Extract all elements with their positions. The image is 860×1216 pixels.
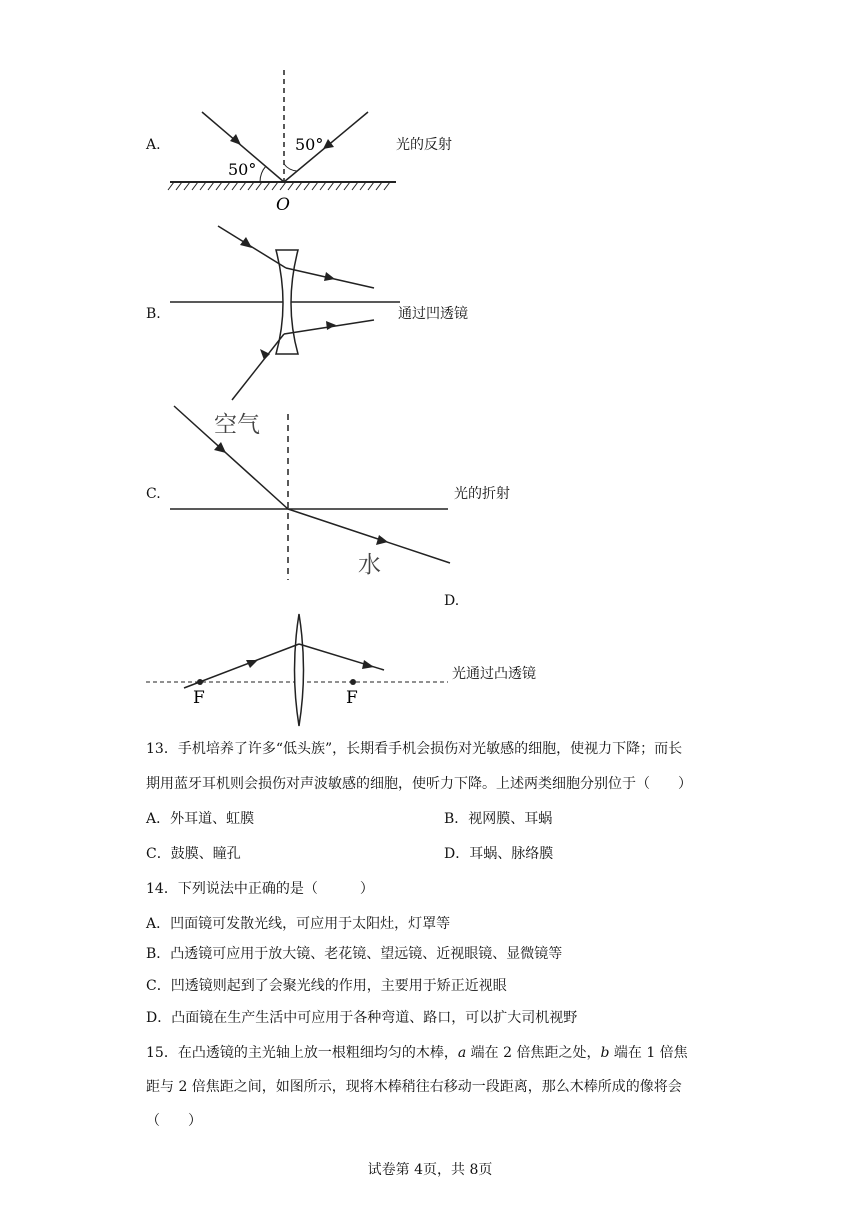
reflection-diagram	[160, 60, 400, 220]
angle-arc-left	[260, 166, 266, 182]
q15-var-b: b	[600, 1045, 610, 1061]
focus-label-right: F	[346, 688, 358, 708]
mirror-hatching	[168, 182, 390, 190]
focus-label-left: F	[193, 688, 205, 708]
q14-stem: 14．下列说法中正确的是（ ）	[146, 881, 374, 897]
incident-arrow	[230, 134, 241, 145]
upper-incident-ray	[218, 226, 286, 268]
option-b-letter: B.	[146, 306, 161, 322]
reflected-arrow	[323, 139, 334, 149]
lower-refracted-arrow	[326, 321, 336, 330]
focus-point-right	[350, 679, 356, 685]
option-c-letter: C.	[146, 486, 161, 502]
refraction-diagram	[160, 400, 460, 584]
convex-lens-diagram	[140, 610, 450, 732]
q15-var-a: a	[457, 1045, 467, 1061]
option-c-caption: 光的折射	[454, 486, 510, 502]
q14-option-d[interactable]: D．凸面镜在生产生活中可应用于各种弯道、路口，可以扩大司机视野	[146, 1010, 578, 1026]
option-a-caption: 光的反射	[396, 137, 452, 153]
q14-option-a[interactable]: A．凹面镜可发散光线，可应用于太阳灶，灯罩等	[146, 916, 451, 932]
q15-stem-line1: 15．在凸透镜的主光轴上放一根粗细均匀的木棒，a 端在 2 倍焦距之处，b 端在 1 倍焦	[146, 1045, 688, 1061]
refracted-arrow	[376, 535, 388, 545]
angle-label-left: 50°	[228, 160, 257, 179]
q15-stem-line3: （ ）	[146, 1113, 202, 1129]
concave-lens-diagram	[160, 218, 400, 406]
q13-option-d[interactable]: D．耳蜗、脉络膜	[444, 846, 554, 862]
option-d-letter: D.	[444, 593, 460, 609]
angle-arc-right	[284, 164, 297, 171]
q13-stem-line2: 期用蓝牙耳机则会损伤对声波敏感的细胞，使听力下降。上述两类细胞分别位于（ ）	[146, 776, 692, 792]
q14-option-c[interactable]: C．凹透镜则起到了会聚光线的作用，主要用于矫正近视眼	[146, 978, 507, 994]
point-o-label: O	[276, 195, 290, 215]
page-footer: 试卷第 4页，共 8页	[367, 1162, 493, 1178]
medium-water-label: 水	[358, 552, 381, 578]
upper-incident-arrow	[240, 237, 252, 248]
focus-point-left	[197, 679, 203, 685]
q13-stem-line1: 13．手机培养了许多“低头族”，长期看手机会损伤对光敏感的细胞，使视力下降；而长	[146, 741, 683, 757]
refracted-arrow	[362, 660, 374, 669]
lower-incident-arrow	[260, 349, 270, 360]
lower-incident-ray	[232, 334, 284, 400]
q15-stem-line2: 距与 2 倍焦距之间，如图所示，现将木棒稍往右移动一段距离，那么木棒所成的像将会	[146, 1079, 682, 1095]
q13-option-b[interactable]: B．视网膜、耳蜗	[444, 811, 553, 827]
convex-lens	[295, 614, 304, 726]
medium-air-label: 空气	[214, 412, 260, 438]
q13-option-c[interactable]: C．鼓膜、瞳孔	[146, 846, 241, 862]
q14-option-b[interactable]: B．凸透镜可应用于放大镜、老花镜、望远镜、近视眼镜、显微镜等	[146, 946, 563, 962]
option-b-caption: 通过凹透镜	[398, 306, 468, 322]
angle-label-right: 50°	[295, 135, 324, 154]
option-a-letter: A.	[146, 137, 161, 153]
option-d-caption: 光通过凸透镜	[452, 666, 536, 682]
upper-refracted-arrow	[324, 272, 335, 281]
q13-option-a[interactable]: A．外耳道、虹膜	[146, 811, 255, 827]
